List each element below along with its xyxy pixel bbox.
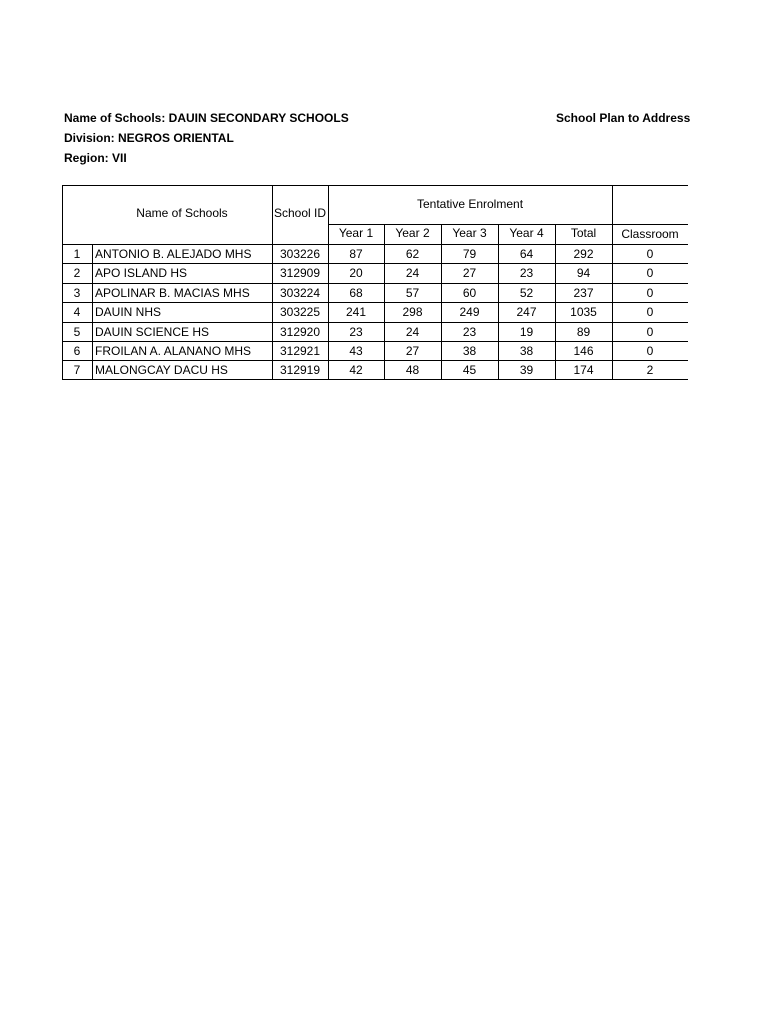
cell-id: 312909	[279, 266, 321, 281]
school-plan-label: School Plan to Address	[556, 111, 691, 125]
cell-y2: 27	[405, 344, 420, 358]
col-header-enrolment: Tentative Enrolment	[416, 197, 524, 211]
division-label: Division: NEGROS ORIENTAL	[64, 131, 234, 145]
grid-line	[62, 322, 688, 323]
cell-name: DAUIN SCIENCE HS	[95, 324, 210, 339]
cell-id: 303224	[279, 285, 321, 300]
grid-line	[62, 283, 688, 284]
cell-no: 3	[73, 285, 81, 300]
cell-y4: 38	[519, 344, 534, 358]
cell-id: 303225	[279, 305, 321, 320]
cell-y1: 87	[349, 247, 363, 261]
cell-y2: 48	[405, 363, 420, 378]
cell-no: 4	[73, 305, 81, 320]
cell-y3: 60	[462, 285, 477, 300]
cell-name: APO ISLAND HS	[95, 266, 188, 281]
grid-line	[62, 360, 688, 361]
cell-y4: 52	[519, 285, 534, 300]
cell-y2: 62	[405, 247, 420, 261]
cell-y4: 23	[519, 266, 534, 281]
cell-total: 146	[573, 344, 594, 358]
grid-line	[555, 224, 556, 380]
cell-y4: 19	[519, 324, 534, 339]
cell-y4: 64	[519, 247, 534, 261]
cell-total: 1035	[570, 305, 597, 320]
cell-y3: 38	[462, 344, 477, 358]
cell-y1: 20	[349, 266, 363, 281]
col-header-total: Total	[570, 226, 597, 240]
cell-y3: 23	[462, 324, 477, 339]
cell-total: 292	[573, 247, 594, 261]
cell-classroom: 0	[646, 344, 654, 358]
grid-line	[441, 224, 442, 380]
cell-total: 174	[573, 363, 594, 378]
col-header-classroom: Classroom	[621, 227, 679, 241]
cell-classroom: 0	[646, 266, 654, 281]
grid-line	[498, 224, 499, 380]
cell-id: 312919	[279, 363, 321, 378]
cell-y1: 23	[349, 324, 363, 339]
cell-no: 7	[73, 363, 81, 378]
cell-total: 89	[576, 324, 591, 339]
cell-classroom: 0	[646, 324, 654, 339]
cell-y3: 249	[459, 305, 480, 320]
grid-line	[62, 185, 688, 186]
cell-name: ANTONIO B. ALEJADO MHS	[95, 247, 252, 261]
cell-classroom: 0	[646, 285, 654, 300]
grid-line	[384, 224, 385, 380]
cell-no: 1	[73, 247, 81, 261]
grid-line	[272, 185, 273, 380]
cell-no: 2	[73, 266, 81, 281]
cell-y4: 39	[519, 363, 534, 378]
region-label: Region: VII	[64, 151, 127, 165]
cell-y2: 298	[402, 305, 423, 320]
cell-name: MALONGCAY DACU HS	[95, 363, 228, 378]
col-header-year1: Year 1	[338, 226, 374, 240]
cell-y2: 24	[405, 266, 420, 281]
grid-line	[328, 185, 329, 380]
grid-line	[62, 302, 688, 303]
cell-y4: 247	[516, 305, 537, 320]
col-header-id: School ID	[273, 206, 327, 220]
cell-y1: 68	[349, 285, 363, 300]
cell-y3: 45	[462, 363, 477, 378]
cell-y3: 27	[462, 266, 477, 281]
grid-line	[62, 341, 688, 342]
col-header-year3: Year 3	[452, 226, 487, 240]
cell-id: 303226	[279, 247, 321, 261]
cell-id: 312920	[279, 324, 321, 339]
cell-name: APOLINAR B. MACIAS MHS	[95, 285, 250, 300]
col-header-year4: Year 4	[509, 226, 544, 240]
cell-name: DAUIN NHS	[95, 305, 162, 320]
cell-name: FROILAN A. ALANANO MHS	[95, 344, 252, 358]
cell-classroom: 2	[646, 363, 654, 378]
grid-line	[62, 185, 63, 380]
cell-y3: 79	[462, 247, 477, 261]
cell-classroom: 0	[646, 247, 654, 261]
cell-y1: 241	[345, 305, 367, 320]
grid-line	[62, 263, 688, 264]
grid-line	[612, 185, 613, 380]
grid-line	[328, 224, 688, 225]
col-header-year2: Year 2	[395, 226, 430, 240]
cell-classroom: 0	[646, 305, 654, 320]
cell-total: 94	[576, 266, 591, 281]
schools-title: Name of Schools: DAUIN SECONDARY SCHOOLS	[64, 111, 349, 125]
cell-y1: 42	[349, 363, 363, 378]
cell-no: 5	[73, 324, 81, 339]
cell-y1: 43	[349, 344, 363, 358]
cell-y2: 57	[405, 285, 420, 300]
cell-no: 6	[73, 344, 81, 358]
cell-y2: 24	[405, 324, 420, 339]
col-header-name: Name of Schools	[136, 206, 228, 220]
cell-id: 312921	[279, 344, 321, 358]
grid-line	[62, 379, 688, 380]
grid-line	[62, 244, 688, 245]
grid-line	[92, 244, 93, 380]
cell-total: 237	[573, 285, 594, 300]
